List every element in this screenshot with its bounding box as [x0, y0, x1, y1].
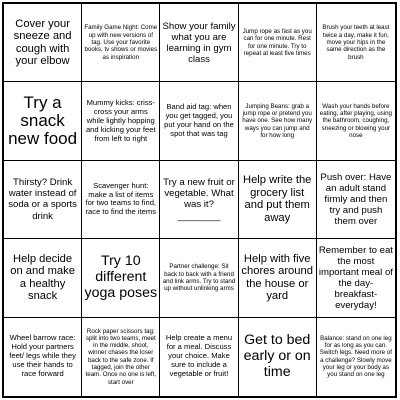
- cell-text: Try 10 different yoga poses: [84, 253, 158, 301]
- bingo-cell: [317, 82, 395, 160]
- cell-text: Show your family what you are learning in gym class: [162, 20, 236, 65]
- cell-text: Wheel barrow race: Hold your partners feet/ legs while they use their hands to race forward: [9, 333, 76, 379]
- bingo-cell: [82, 161, 160, 239]
- bingo-cell: [82, 318, 160, 396]
- cell-text: Scavenger hunt: make a list of items for two teams to find, race to find the items: [85, 180, 157, 217]
- bingo-cell: [4, 4, 82, 82]
- cell-text: Brush your teeth at least twice a day, make it fun, move your hips in the same direction as the brush: [322, 24, 390, 61]
- bingo-cell: [317, 318, 395, 396]
- bingo-cell: [4, 318, 82, 396]
- cell-text: Family Game Night: Come up with new versions of tag. Use your favorite books, tv shows or movies as inspiration: [84, 24, 158, 61]
- cell-text: Cover your sneeze and cough with your elbow: [13, 17, 72, 68]
- cell-text: Help decide on and make a healthy snack: [10, 252, 75, 303]
- cell-text: Try a snack new food: [8, 92, 78, 149]
- cell-text: Jump rope as fast as you can for one minute. Rest for one minute. Try to repeat at least five times: [242, 28, 312, 57]
- bingo-cell: [160, 161, 238, 239]
- bingo-cell: [160, 4, 238, 82]
- bingo-cell: [239, 4, 317, 82]
- bingo-board: [2, 2, 397, 398]
- cell-text: Remember to eat the most important meal of the day- breakfast- everyday!: [318, 244, 393, 311]
- bingo-cell: [317, 4, 395, 82]
- cell-text: Thirsty? Drink water instead of soda or a sports drink: [8, 177, 77, 222]
- bingo-cell: [239, 161, 317, 239]
- bingo-cell: [4, 82, 82, 160]
- cell-text: Push over: Have an adult stand firmly and then try and push them over: [320, 171, 392, 228]
- cell-text: Get to bed early or on time: [243, 332, 311, 380]
- cell-text: Mummy kicks: criss-cross your arms while lightly hopping and kicking your feet from left to right: [85, 97, 156, 143]
- cell-text: Balance: stand on one leg for as long as you can. Switch legs. Need more of a challenge? Slowly move your leg or your body as you stand on one leg: [319, 334, 392, 379]
- bingo-cell: [4, 161, 82, 239]
- cell-text: Help with five chores around the house or yard: [241, 252, 313, 303]
- cell-text: Jumping Beans: grab a jump rope or pretend you have one. See how many ways you can jump and for how long: [242, 102, 313, 140]
- cell-text: Try a new fruit or vegetable. What was it? ________: [163, 177, 235, 222]
- cell-text: Band aid tag: when you get tagged, you put your hand on the spot that was tag: [164, 102, 234, 139]
- bingo-cell: [82, 4, 160, 82]
- cell-text: Help write the grocery list and put them away: [242, 174, 312, 225]
- bingo-cell: [4, 239, 82, 317]
- bingo-cell: [82, 82, 160, 160]
- bingo-cell: [160, 318, 238, 396]
- bingo-cell: [239, 82, 317, 160]
- bingo-cell: [239, 318, 317, 396]
- bingo-cell: [317, 161, 395, 239]
- cell-text: Help create a menu for a meal. Discuss your choice. Make sure to include a vegetable or fruit!: [165, 333, 233, 379]
- cell-text: Wash your hands before eating, after playing, using the bathroom, coughing, sneezing or blowing your nose: [319, 102, 393, 140]
- bingo-cell: [317, 239, 395, 317]
- bingo-cell: [160, 82, 238, 160]
- bingo-cell: [82, 239, 160, 317]
- bingo-cell: [160, 239, 238, 317]
- cell-text: Rock paper scissors tag: split into two teams, meet in the middle, shoot, winner chases the loser back to the safe zone. If tagged, join the other team. Once no one is left, start over: [85, 327, 157, 386]
- cell-text: Partner challenge: Sit back to back with a friend and link arms. Try to stand up without unlinking arms: [162, 263, 236, 293]
- bingo-cell: [239, 239, 317, 317]
